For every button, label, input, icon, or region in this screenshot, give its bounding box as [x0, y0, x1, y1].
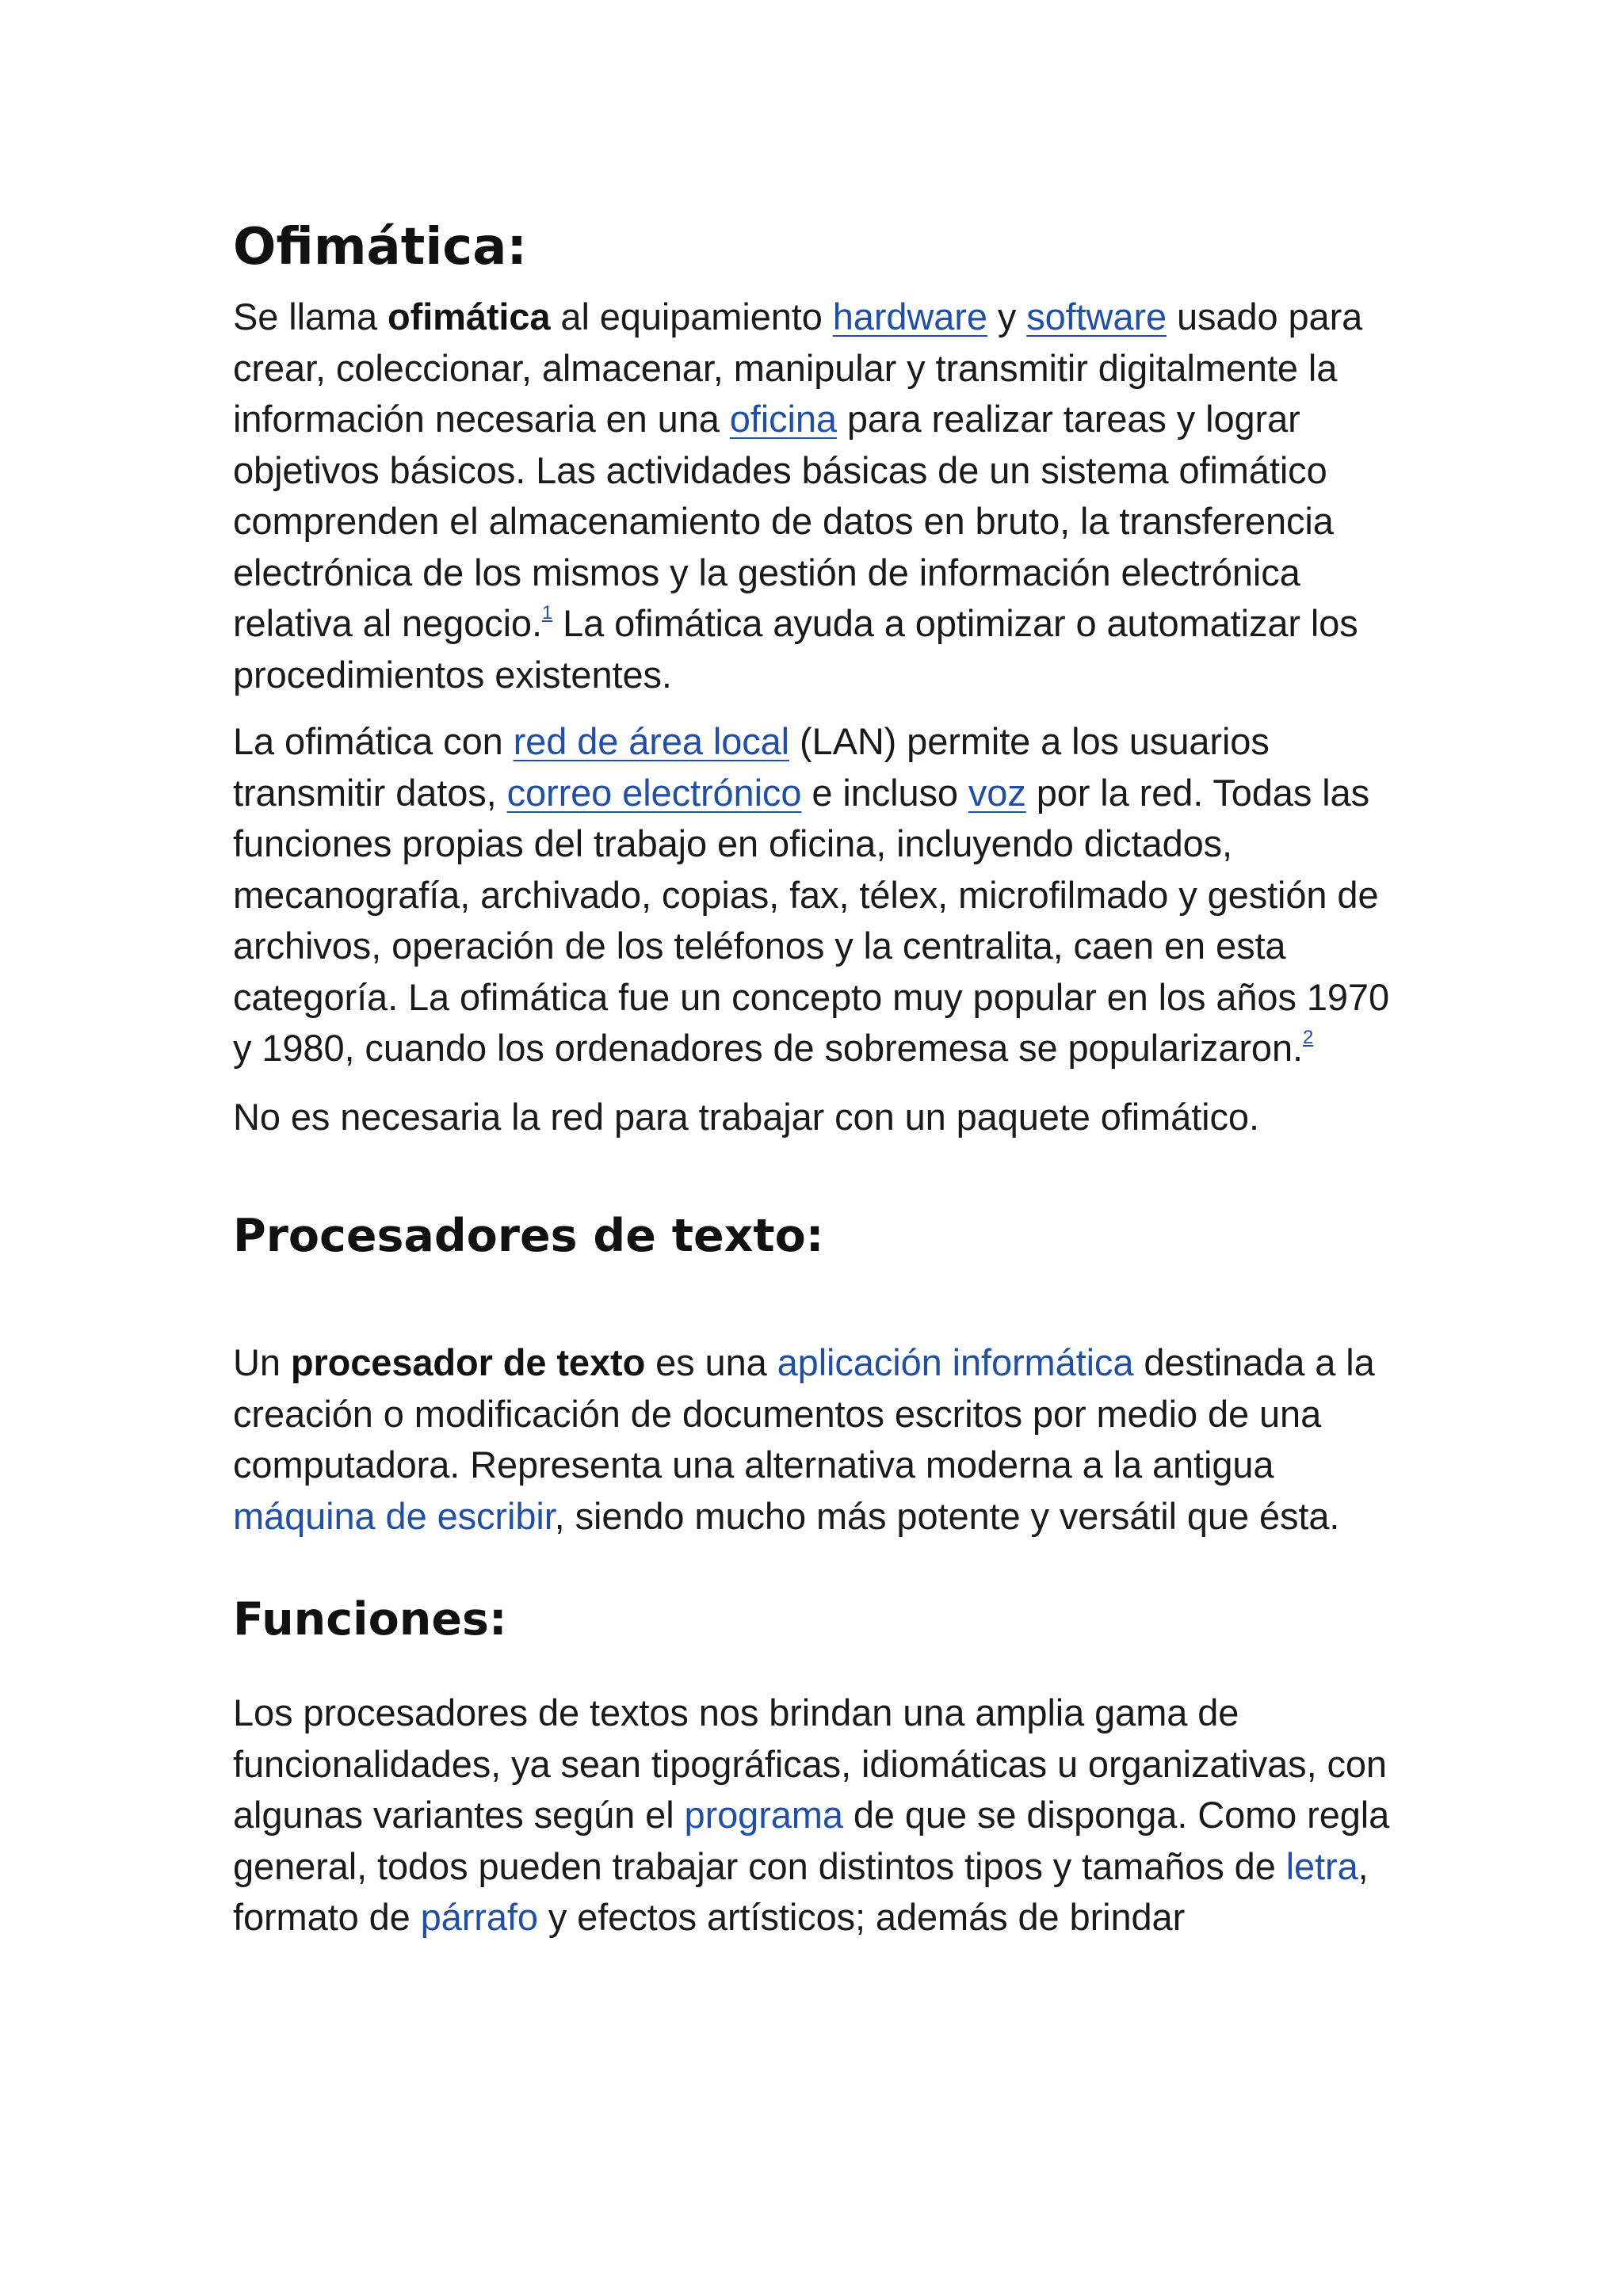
link-voz[interactable]: voz: [968, 771, 1026, 814]
heading-procesadores-de-texto: Procesadores de texto:: [233, 1210, 824, 1262]
paragraph-ofimatica-note: No es necesaria la red para trabajar con un paquete ofimático.: [233, 1095, 1259, 1138]
paragraph-procesador-definition: Un procesador de texto es una aplicación informática destinada a la creación o modificación de documentos escritos por medio de una computadora. Representa una alternativa moderna a la antigua máquina de escribir, siendo mucho más potente y versátil que ésta.: [233, 1341, 1375, 1537]
heading-funciones: Funciones:: [233, 1593, 507, 1646]
link-oficina[interactable]: oficina: [729, 398, 837, 440]
link-software[interactable]: software: [1026, 296, 1167, 338]
paragraph-funciones: Los procesadores de textos nos brindan una amplia gama de funcionalidades, ya sean tipográficas, idiomáticas u organizativas, con algunas variantes según el programa de que se disponga. Como regla general, todos pueden trabajar con distintos tipos y tamaños de letra, formato de párrafo y efectos artísticos; además de brindar: [233, 1691, 1390, 1938]
link-hardware[interactable]: hardware: [832, 296, 987, 338]
bold-term-ofimatica: ofimática: [388, 296, 551, 338]
document-page: [233, 208, 1390, 1943]
link-maquina-de-escribir[interactable]: máquina de escribir: [233, 1494, 555, 1537]
link-parrafo[interactable]: párrafo: [420, 1896, 538, 1938]
link-programa[interactable]: programa: [684, 1794, 843, 1836]
paragraph-ofimatica-definition: Se llama ofimática al equipamiento hardware y software usado para crear, coleccionar, almacenar, manipular y transmitir digitalmente la información necesaria en una oficina para realizar tareas y lograr objetivos básicos. Las actividades básicas de un sistema ofimático comprenden el almacenamiento de datos en bruto, la transferencia electrónica de los mismos y la gestión de información electrónica relativa al negocio.$^1$ La ofimática ayuda a optimizar o automatizar los procedimientos existentes.: [233, 296, 1363, 696]
link-correo-electronico[interactable]: correo electrónico: [506, 771, 802, 814]
link-letra[interactable]: letra: [1285, 1844, 1358, 1887]
footnote-ref-2[interactable]: 2: [1302, 1027, 1314, 1048]
footnote-ref-1[interactable]: 1: [541, 602, 553, 624]
heading-ofimatica: Ofimática:: [233, 218, 527, 277]
link-red-de-area-local[interactable]: red de área local: [513, 720, 790, 762]
bold-term-procesador: procesador de texto: [290, 1341, 646, 1383]
link-aplicacion-informatica[interactable]: aplicación informática: [777, 1341, 1134, 1383]
paragraph-ofimatica-lan: La ofimática con red de área local (LAN) permite a los usuarios transmitir datos, correo electrónico e incluso voz por la red. Todas las funciones propias del trabajo en oficina, incluyendo dictados, mecanografía, archivado, copias, fax, télex, microfilmado y gestión de archivos, operación de los teléfonos y la centralita, caen en esta categoría. La ofimática fue un concepto muy popular en los años 1970 y 1980, cuando los ordenadores de sobremesa se popularizaron.$^2$: [233, 720, 1389, 1069]
